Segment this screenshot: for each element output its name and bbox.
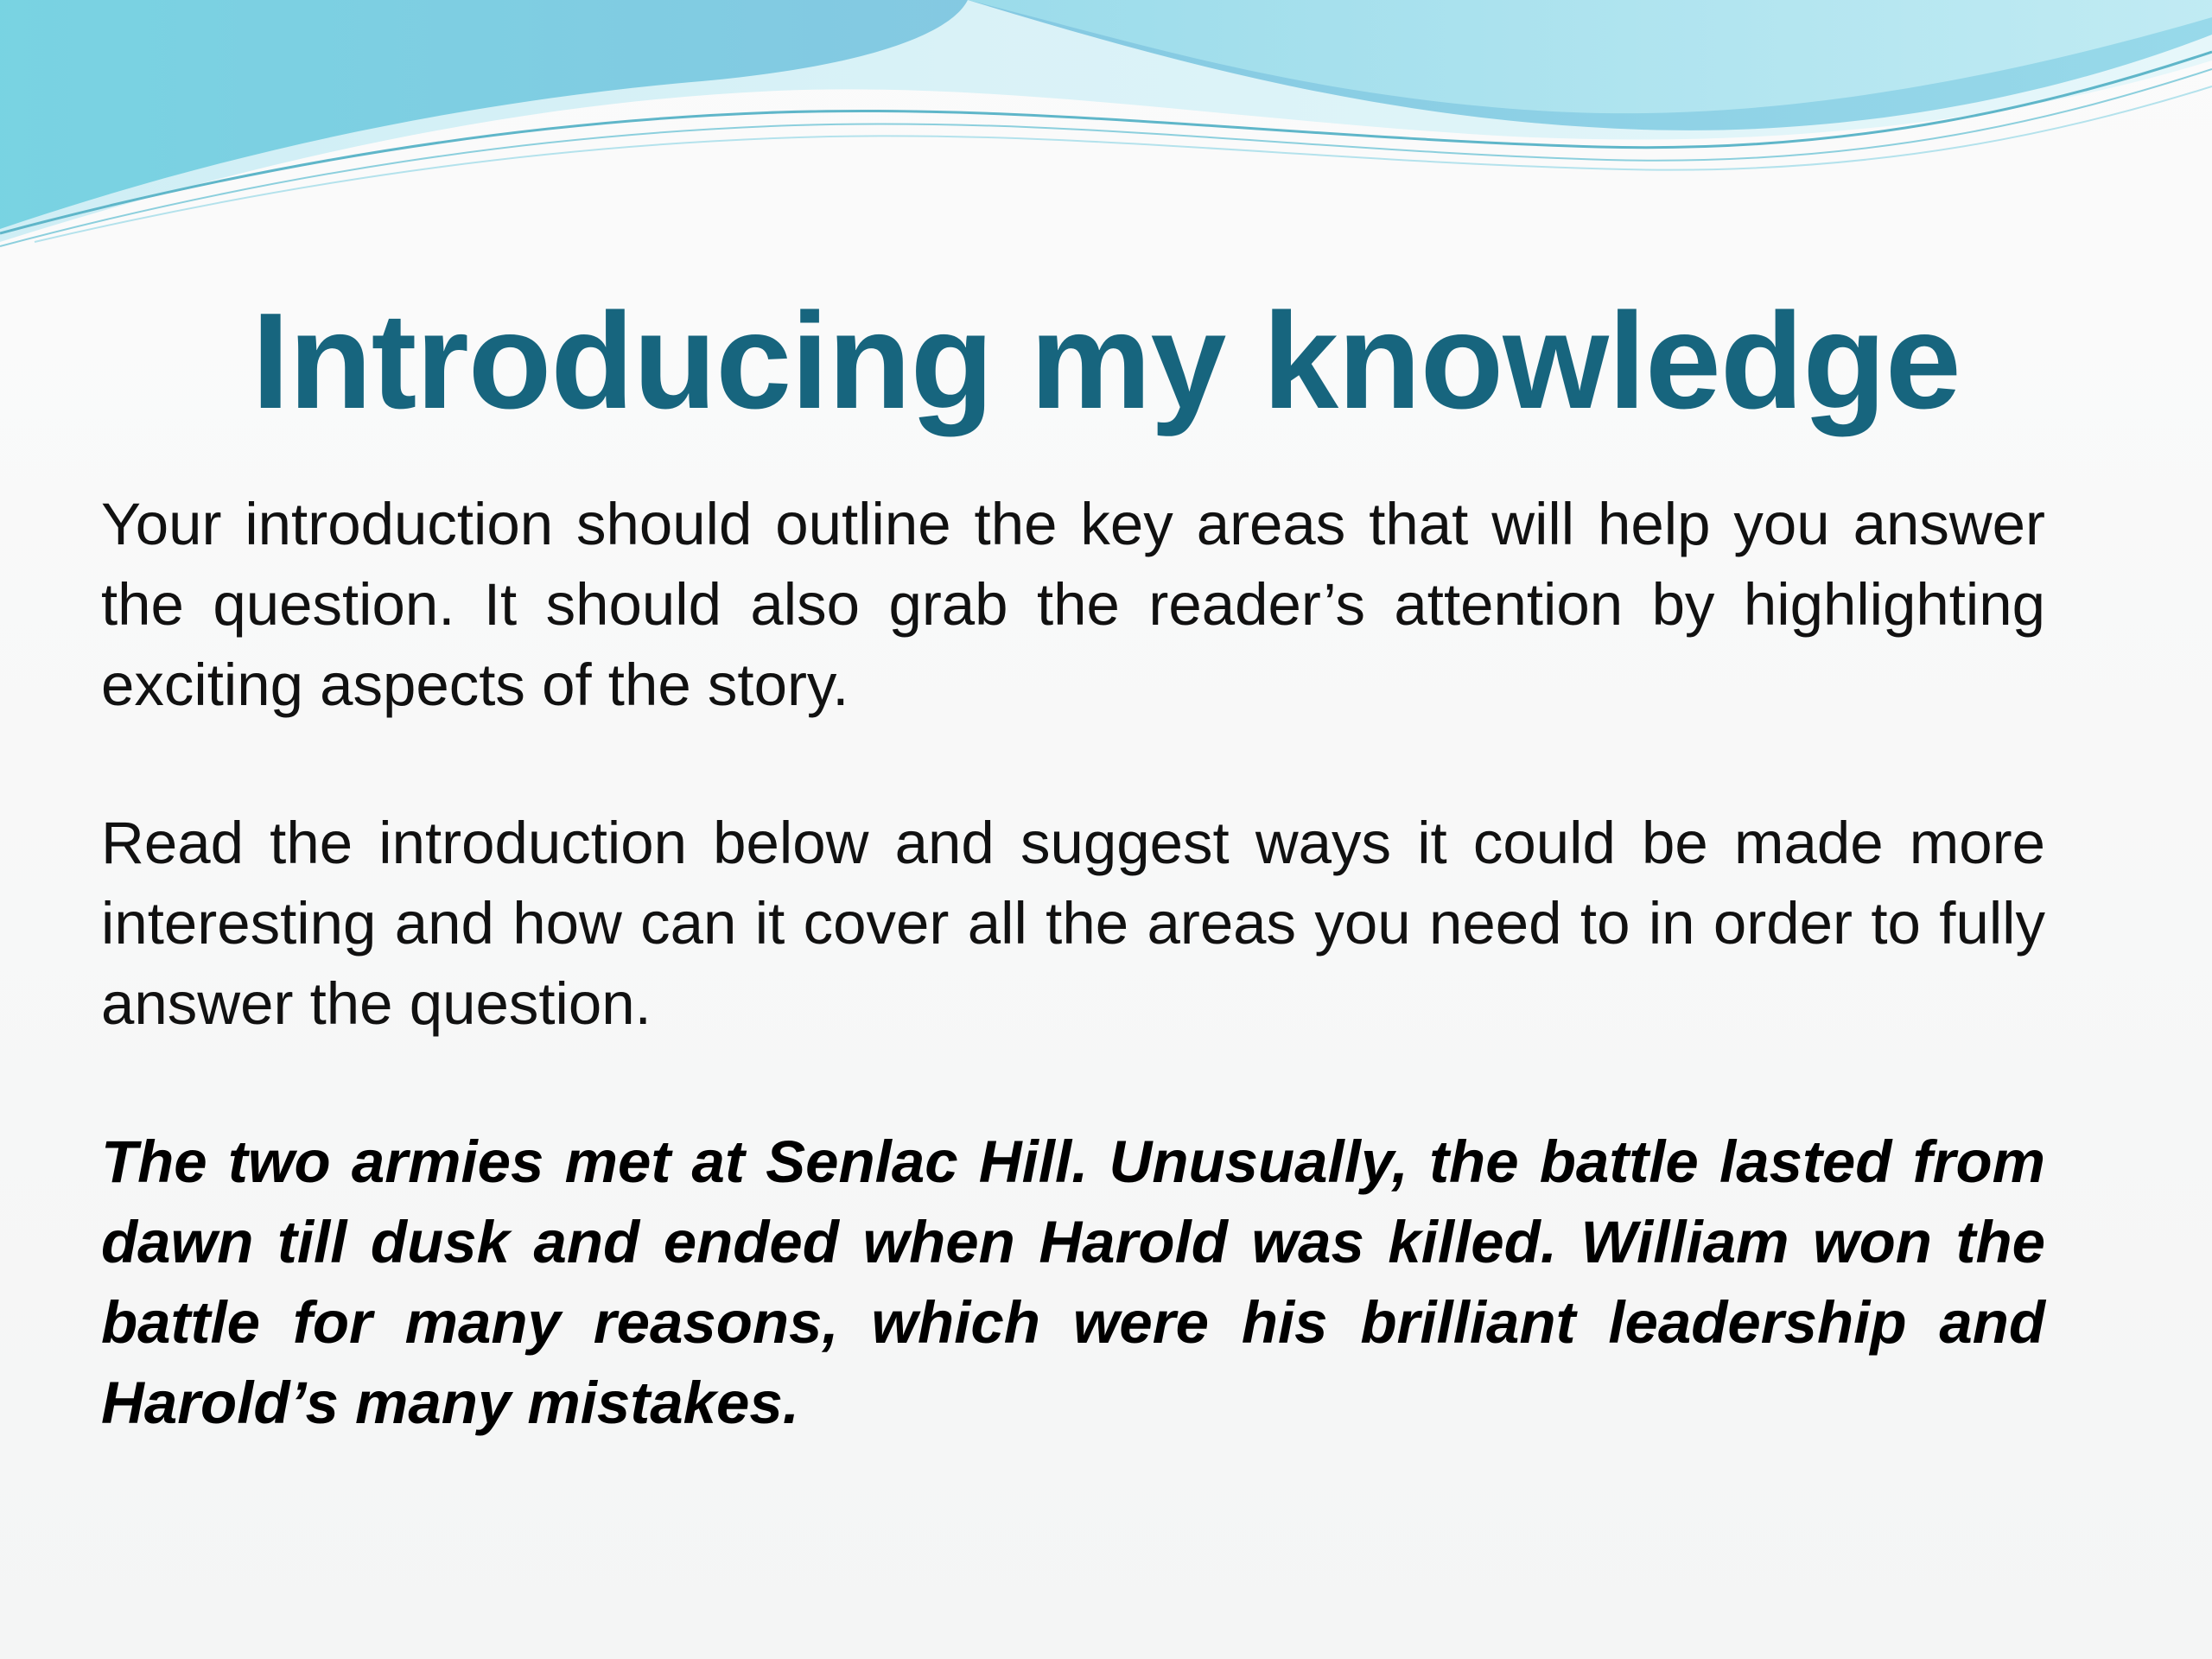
slide-body bbox=[101, 484, 2045, 1521]
intro-instruction-paragraph: Your introduction should outline the key areas that will help you answer the question. It should also grab the reader’s attention by highlighting exciting aspects of the story. bbox=[101, 491, 2045, 718]
task-instruction-paragraph: Read the introduction below and suggest ways it could be made more interesting and how can it cover all the areas you need to in order to fully answer the question. bbox=[101, 810, 2045, 1037]
example-introduction-paragraph: The two armies met at Senlac Hill. Unusually, the battle lasted from dawn till dusk and ended when Harold was killed. William won the battle for many reasons, which were his brilliant leadership and Harold’s many mistakes. bbox=[101, 1128, 2045, 1436]
slide-title: Introducing my knowledge bbox=[251, 285, 1961, 437]
wave-header-decoration bbox=[0, 0, 2212, 259]
